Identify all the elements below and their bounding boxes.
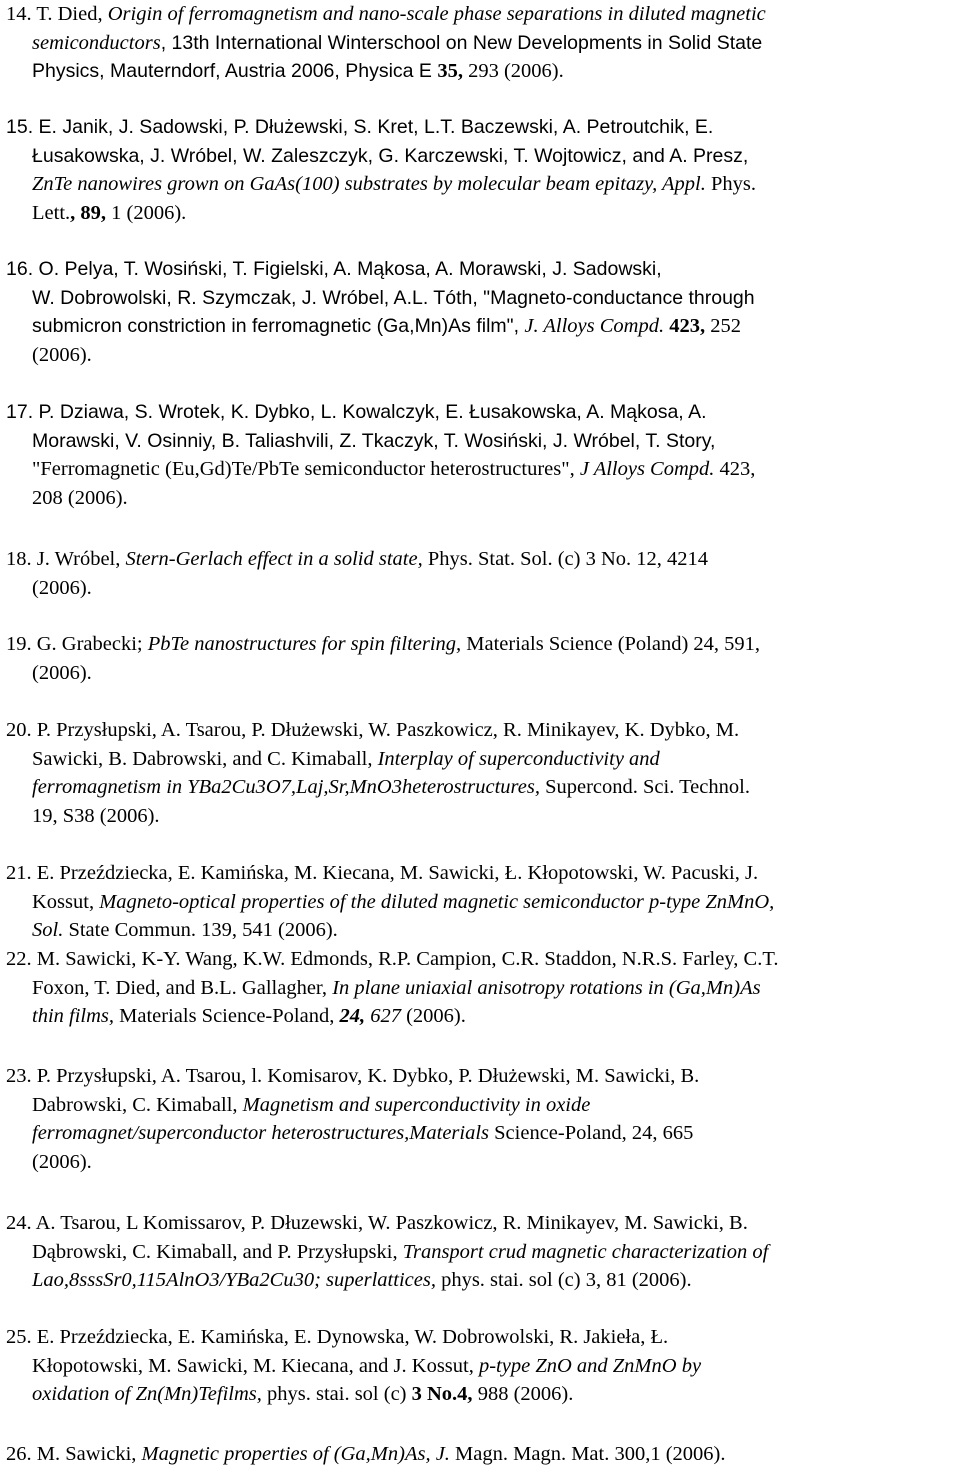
reference-text: Foxon, T. Died, and B.L. Gallagher, (32, 976, 333, 999)
reference-text: PbTe nanostructures for spin filtering, (147, 633, 462, 655)
reference-text: semiconductors (32, 31, 161, 54)
reference-text: thin films, (32, 1005, 115, 1027)
reference-text: In plane uniaxial anisotropy rotations in (Ga,Mn)As (332, 976, 761, 999)
reference-text: 3 No.4, (411, 1383, 473, 1405)
reference-line (6, 57, 956, 86)
reference-line (6, 113, 956, 142)
reference-line (6, 1380, 956, 1409)
reference-line (6, 398, 956, 427)
reference-text: Origin of ferromagnetism and nano-scale phase separations in diluted magnetic (107, 3, 766, 25)
reference-text: 23. P. Przysłupski, A. Tsarou, l. Komisarov, K. Dybko, P. Dłużewski, M. Sawicki, B. (6, 1065, 700, 1087)
reference-line (6, 1002, 956, 1031)
reference-line (6, 312, 956, 341)
reference-text: 18. J. Wróbel, (6, 548, 126, 570)
reference-entry (6, 113, 956, 227)
reference-text: 22. M. Sawicki, K-Y. Wang, K.W. Edmonds, R.P. Campion, C.R. Staddon, N.R.S. Farley, C.T. (6, 948, 779, 970)
reference-text: Łusakowska, J. Wróbel, W. Zaleszczyk, G. Karczewski, T. Wojtowicz, and A. Presz, (32, 144, 749, 167)
reference-entry (6, 716, 956, 830)
reference-line (6, 29, 956, 58)
reference-text: submicron constriction in ferromagnetic (Ga,Mn)As film", (32, 315, 525, 337)
reference-text: Stern-Gerlach effect in a solid state, (125, 548, 423, 570)
reference-text: Sawicki, B. Dabrowski, and C. Kimaball, (32, 747, 378, 770)
reference-text: ferromagnet/superconductor heterostructures,Materials (32, 1122, 490, 1144)
reference-text: 988 (2006). (472, 1383, 574, 1405)
reference-line (6, 199, 956, 228)
reference-text: (2006). (32, 1150, 92, 1173)
reference-text: 252 (705, 315, 741, 337)
reference-text: 24. A. Tsarou, L Komissarov, P. Dłuzewski, W. Paszkowicz, R. Minikayev, M. Sawicki, B. (6, 1212, 748, 1234)
reference-entry (6, 1062, 956, 1176)
reference-entry (6, 255, 956, 369)
reference-text: ferromagnetism in YBa2Cu3O7,Laj,Sr,MnO3heterostructures, (32, 776, 540, 798)
reference-line (6, 455, 956, 484)
reference-line (6, 802, 956, 831)
reference-text: 35, (437, 60, 463, 82)
reference-text: J. Alloys Compd. (524, 315, 665, 337)
reference-entry (6, 945, 956, 1031)
reference-text: (2006). (32, 661, 92, 684)
reference-text: Sol. (32, 919, 64, 941)
reference-text: "Ferromagnetic (Eu,Gd)Te/PbTe semiconductor heterostructures", (32, 458, 580, 480)
reference-line (6, 888, 956, 917)
reference-entry (6, 398, 956, 512)
reference-text: 14. T. Died, (6, 3, 108, 25)
reference-text: 20. P. Przysłupski, A. Tsarou, P. Dłużewski, W. Paszkowicz, R. Minikayev, K. Dybko, M. (6, 719, 740, 741)
reference-line (6, 659, 956, 688)
reference-text: 19. G. Grabecki; (6, 633, 148, 655)
reference-line (6, 341, 956, 370)
reference-entry (6, 630, 956, 687)
reference-text: 627 (370, 1005, 401, 1027)
reference-text: , 89, (70, 201, 107, 224)
reference-text: Morawski, V. Osinniy, B. Taliashvili, Z. Tkaczyk, T. Wosiński, J. Wróbel, T. Story, (32, 429, 716, 452)
reference-line (6, 1440, 956, 1469)
reference-line (6, 859, 956, 888)
reference-text: State Commun. 139, 541 (2006). (63, 919, 338, 941)
reference-text: 15. E. Janik, J. Sadowski, P. Dłużewski, S. Kret, L.T. Baczewski, A. Petroutchik, E. (6, 116, 714, 138)
reference-entry (6, 1209, 956, 1295)
reference-line (6, 170, 956, 199)
reference-line (6, 1323, 956, 1352)
reference-text: Transport crud magnetic characterization of (402, 1240, 769, 1263)
reference-text: oxidation of Zn(Mn)Tefilms, (32, 1383, 262, 1405)
reference-text: Phys. Stat. Sol. (c) 3 No. 12, 4214 (422, 548, 709, 570)
reference-text: Magneto-optical properties of the diluted magnetic semiconductor p-type ZnMnO, (99, 890, 775, 913)
reference-line (6, 1062, 956, 1091)
reference-text: Magnetic properties of (Ga,Mn)As, J. (141, 1443, 450, 1465)
reference-text: phys. stai. sol (c) (261, 1383, 412, 1405)
reference-line (6, 1119, 956, 1148)
reference-text: 21. E. Przeździecka, E. Kamińska, M. Kiecana, M. Sawicki, Ł. Kłopotowski, W. Pacuski, J. (6, 862, 759, 884)
reference-text: Science-Poland, 24, 665 (489, 1122, 694, 1144)
reference-text: 25. E. Przeździecka, E. Kamińska, E. Dynowska, W. Dobrowolski, R. Jakieła, Ł. (6, 1326, 669, 1348)
reference-text: ZnTe nanowires grown on GaAs(100) substrates by molecular beam epitazy, Appl. (32, 173, 706, 195)
reference-text: (2006). (32, 343, 92, 366)
reference-line (6, 574, 956, 603)
reference-text: 26. M. Sawicki, (6, 1443, 142, 1465)
reference-text: (2006). (32, 576, 92, 599)
reference-text: 19, S38 (2006). (32, 804, 160, 827)
reference-text: 208 (2006). (32, 486, 128, 509)
reference-text: 16. O. Pelya, T. Wosiński, T. Figielski, A. Mąkosa, A. Morawski, J. Sadowski, (6, 258, 662, 280)
reference-text: Materials Science-Poland, (114, 1005, 340, 1027)
reference-text: 293 (2006). (462, 60, 564, 82)
reference-line (6, 1091, 956, 1120)
reference-line (6, 142, 956, 171)
reference-line (6, 916, 956, 945)
reference-text: Kossut, (32, 890, 100, 913)
reference-text: Phys. (705, 173, 756, 195)
reference-text: Supercond. Sci. Technol. (539, 776, 750, 798)
reference-text: p-type ZnO and ZnMnO by (478, 1354, 702, 1377)
reference-text: Lett. (32, 201, 71, 224)
reference-text: 17. P. Dziawa, S. Wrotek, K. Dybko, L. Kowalczyk, E. Łusakowska, A. Mąkosa, A. (6, 401, 707, 423)
reference-text: W. Dobrowolski, R. Szymczak, J. Wróbel, A.L. Tóth, "Magneto-conductance through (32, 286, 755, 309)
reference-line (6, 1266, 956, 1295)
reference-text: Materials Science (Poland) 24, 591, (461, 633, 761, 655)
reference-text: Kłopotowski, M. Sawicki, M. Kiecana, and J. Kossut, (32, 1354, 479, 1377)
reference-line (6, 974, 956, 1003)
reference-line (6, 1148, 956, 1177)
reference-line (6, 255, 956, 284)
reference-line (6, 284, 956, 313)
reference-text: Dabrowski, C. Kimaball, (32, 1093, 243, 1116)
reference-entry (6, 0, 956, 86)
reference-line (6, 773, 956, 802)
reference-line (6, 1238, 956, 1267)
reference-text: Dąbrowski, C. Kimaball, and P. Przysłupski, (32, 1240, 403, 1263)
reference-line (6, 0, 956, 29)
reference-entry (6, 859, 956, 945)
reference-text: 24, (339, 1005, 366, 1027)
reference-text: (2006). (400, 1005, 466, 1027)
reference-text: Interplay of superconductivity and (377, 747, 660, 770)
reference-text: phys. stai. sol (c) 3, 81 (2006). (435, 1269, 692, 1291)
reference-line (6, 484, 956, 513)
reference-line (6, 545, 956, 574)
reference-text: Physics, Mauterndorf, Austria 2006, Physica E (32, 60, 438, 82)
reference-line (6, 1352, 956, 1381)
reference-text: 423, (669, 315, 706, 337)
reference-entry (6, 1323, 956, 1409)
reference-line (6, 1209, 956, 1238)
reference-text: Magn. Magn. Mat. 300,1 (2006). (449, 1443, 726, 1465)
reference-text: Magnetism and superconductivity in oxide (242, 1093, 591, 1116)
reference-text: J Alloys Compd. (579, 458, 715, 480)
reference-line (6, 745, 956, 774)
reference-text: 423, (714, 458, 756, 480)
reference-line (6, 945, 956, 974)
reference-line (6, 427, 956, 456)
reference-text: 1 (2006). (106, 201, 187, 224)
reference-text: , 13th International Winterschool on New Developments in Solid State (160, 31, 763, 54)
reference-line (6, 630, 956, 659)
reference-entry (6, 545, 956, 602)
reference-entry (6, 1440, 956, 1469)
reference-text: Lao,8sssSr0,115AlnO3/YBa2Cu30; superlattices, (32, 1269, 436, 1291)
reference-line (6, 716, 956, 745)
